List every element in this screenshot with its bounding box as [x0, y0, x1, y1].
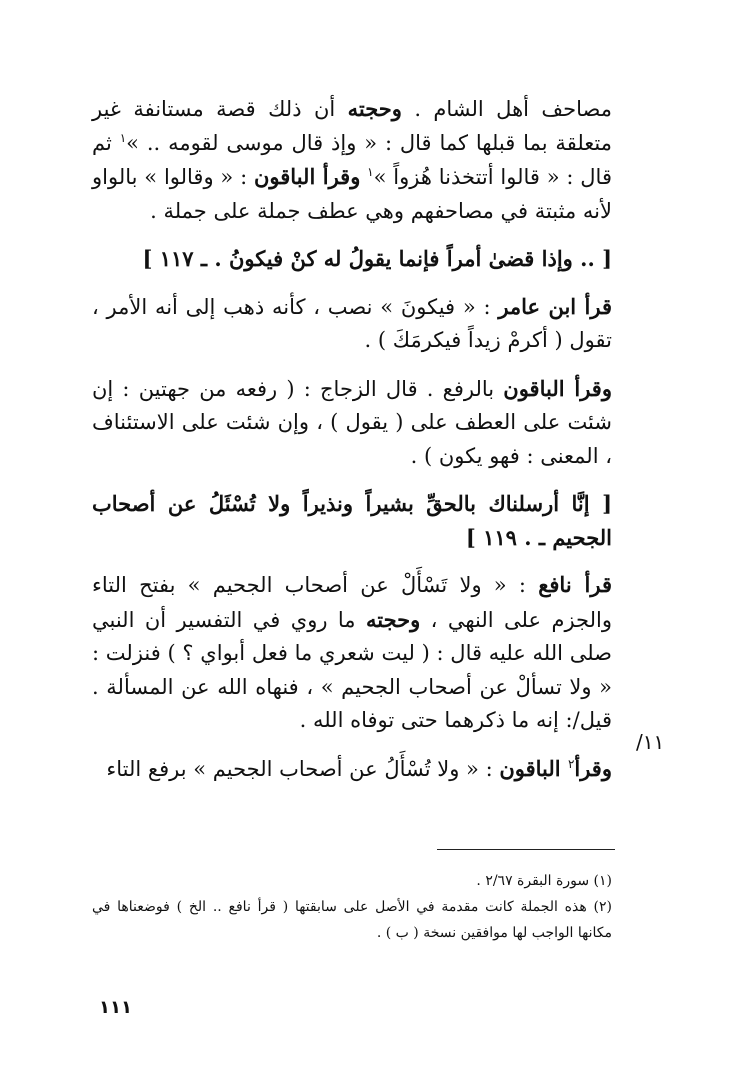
- bold-run: وقرأ: [574, 755, 612, 781]
- paragraph-1: [92, 92, 612, 228]
- paragraph-5: [92, 752, 612, 787]
- main-text: [92, 92, 612, 786]
- text-run: بالرفع . قال الزجاج : ( رفعه من جهتين : إن شئت على العطف على ( يقول ) ، وإن شئت على الاستئناف ، المعنى : فهو يكون ) .: [92, 376, 612, 468]
- bold-run: وحجته: [365, 606, 421, 632]
- paragraph-3: [92, 372, 612, 474]
- bold-run: قرأ نافع: [538, 572, 612, 597]
- bold-run: وقرأ الباقون: [254, 164, 361, 189]
- text-run: ثم قال : « قالوا أتتخذنا هُزواً »: [92, 130, 612, 189]
- paragraph-4: [92, 568, 612, 738]
- text-run: : « ولا تُسْأَلُ عن أصحاب الجحيم » برفع التاء: [106, 756, 500, 781]
- text-run: : « وقالوا » بالواو لأنه مثبتة في مصاحفهم وهي عطف جملة على جملة .: [92, 165, 612, 223]
- footnote-divider: [437, 849, 615, 850]
- text-run: : « فيكونَ » نصب ، كأنه ذهب إلى أنه الأمر ، تقول ( أكرمْ زيداً فيكرمَكَ ) .: [92, 294, 612, 352]
- bold-run: الباقون: [499, 755, 568, 781]
- quran-verse-117: [ .. وإذا قضىٰ أمراً فإنما يقولُ له كنْ فيكونُ . ـ ١١٧ ]: [142, 246, 612, 271]
- footnote-ref: ١: [367, 165, 374, 179]
- bold-run: وحجته: [347, 96, 402, 121]
- quran-verse-119: [ إنَّا أرسلناك بالحقِّ بشيراً ونذيراً ولا تُسْئَلُ عن أصحاب الجحيم ـ . ١١٩ ]: [92, 491, 612, 550]
- bold-run: وقرأ الباقون: [503, 375, 612, 401]
- footnote-1: (١) سورة البقرة ٢/٦٧ .: [476, 873, 612, 889]
- paragraph-2: [92, 290, 612, 358]
- footnotes: [92, 868, 612, 946]
- text-run: ما روي في التفسير أن النبي صلى الله عليه قال : ( ليت شعري ما فعل أبواي ؟ ) فنزلت : « ولا تسألْ عن أصحاب الجحيم » ، فنهاه الله عن المسألة . قيل/: إنه ما ذكرهما حتى توفاه الله .: [92, 607, 612, 732]
- text-run: : « ولا تَسْأَلْ عن أصحاب الجحيم » بفتح التاء والجزم على النهي ،: [92, 573, 612, 632]
- footnote-ref: ١: [119, 130, 127, 145]
- manuscript-folio-note: ١١/: [636, 730, 665, 754]
- footnote-2: (٢) هذه الجملة كانت مقدمة في الأصل على سابقتها ( قرأ نافع .. الخ ) فوضعناها في مكانها الواجب لها موافقين نسخة ( ب ) .: [92, 899, 612, 941]
- page-number: ١١١: [99, 997, 132, 1018]
- text-run: أن ذلك قصة مستانفة غير متعلقة بما قبلها كما قال : « وإذ قال موسى لقومه .. »: [92, 97, 612, 155]
- bold-run: قرأ ابن عامر: [498, 293, 613, 319]
- text-run: مصاحف أهل الشام .: [401, 97, 612, 121]
- footnote-ref: ٢: [567, 756, 575, 771]
